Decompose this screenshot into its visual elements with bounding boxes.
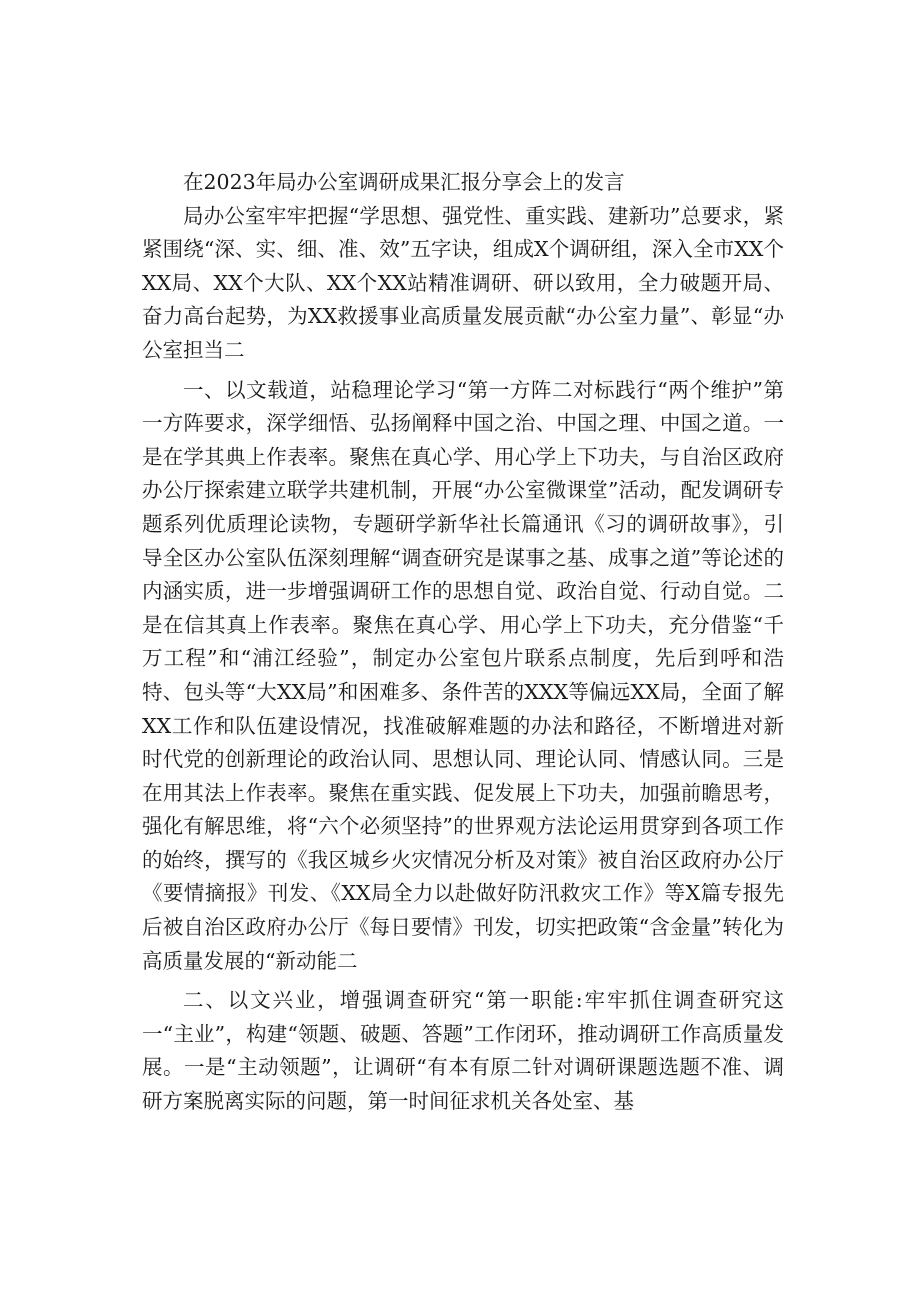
paragraph-section-one: 一、以文载道，站稳理论学习“第一方阵二对标践行“两个维护”第一方阵要求，深学细悟、弘扬阐释中国之治、中国之理、中国之道。一是在学其典上作表率。聚焦在真心学、用心学上下功夫，与自治区政府办公厅探索建立联学共建机制，开展“办公室微课堂”活动，配发调研专题系列优质理论读物，专题研学新华社长篇通讯《习的调研故事》，引导全区办公室队伍深刻理解“调查研究是谋事之基、成事之道”等论述的内涵实质，进一步增强调研工作的思想自觉、政治自觉、行动自觉。二是在信其真上作表率。聚焦在真心学、用心学上下功夫，充分借鉴“千万工程”和“浦江经验”，制定办公室包片联系点制度，先后到呼和浩特、包头等“大XX局”和困难多、条件苦的XXX等偏远XX局，全面了解XX工作和队伍建设情况，找准破解难题的办法和路径，不断增进对新时代党的创新理论的政治认同、思想认同、理论认同、情感认同。三是在用其法上作表率。聚焦在重实践、促发展上下功夫，加强前瞻思考，强化有解思维，将“六个必须坚持”的世界观方法论运用贯穿到各项工作的始终，撰写的《我区城乡火灾情况分析及对策》被自治区政府办公厅《要情摘报》刊发、《XX局全力以赴做好防汛救灾工作》等X篇专报先后被自治区政府办公厅《每日要情》刊发，切实把政策“含金量”转化为高质量发展的“新动能二 xyxy=(142,377,784,973)
paragraph-section-two: 二、以文兴业，增强调查研究“第一职能:牢牢抓住调查研究这一“主业”，构建“领题、破题、答题”工作闭环，推动调研工作高质量发展。一是“主动领题”，让调研“有本有原二针对调研课题选题不准、调研方案脱离实际的问题，第一时间征求机关各处室、基 xyxy=(142,988,784,1114)
paragraph-intro: 局办公室牢牢把握“学思想、强党性、重实践、建新功”总要求，紧紧围绕“深、实、细、准、效”五字诀，组成X个调研组，深入全市XX个XX局、XX个大队、XX个XX站精准调研、研以致用，全力破题开局、奋力高台起势，为XX救援事业高质量发展贡献“办公室力量”、彰显“办公室担当二 xyxy=(142,203,784,362)
document-body xyxy=(142,166,784,1125)
document-title: 在2023年局办公室调研成果汇报分享会上的发言 xyxy=(183,170,625,194)
